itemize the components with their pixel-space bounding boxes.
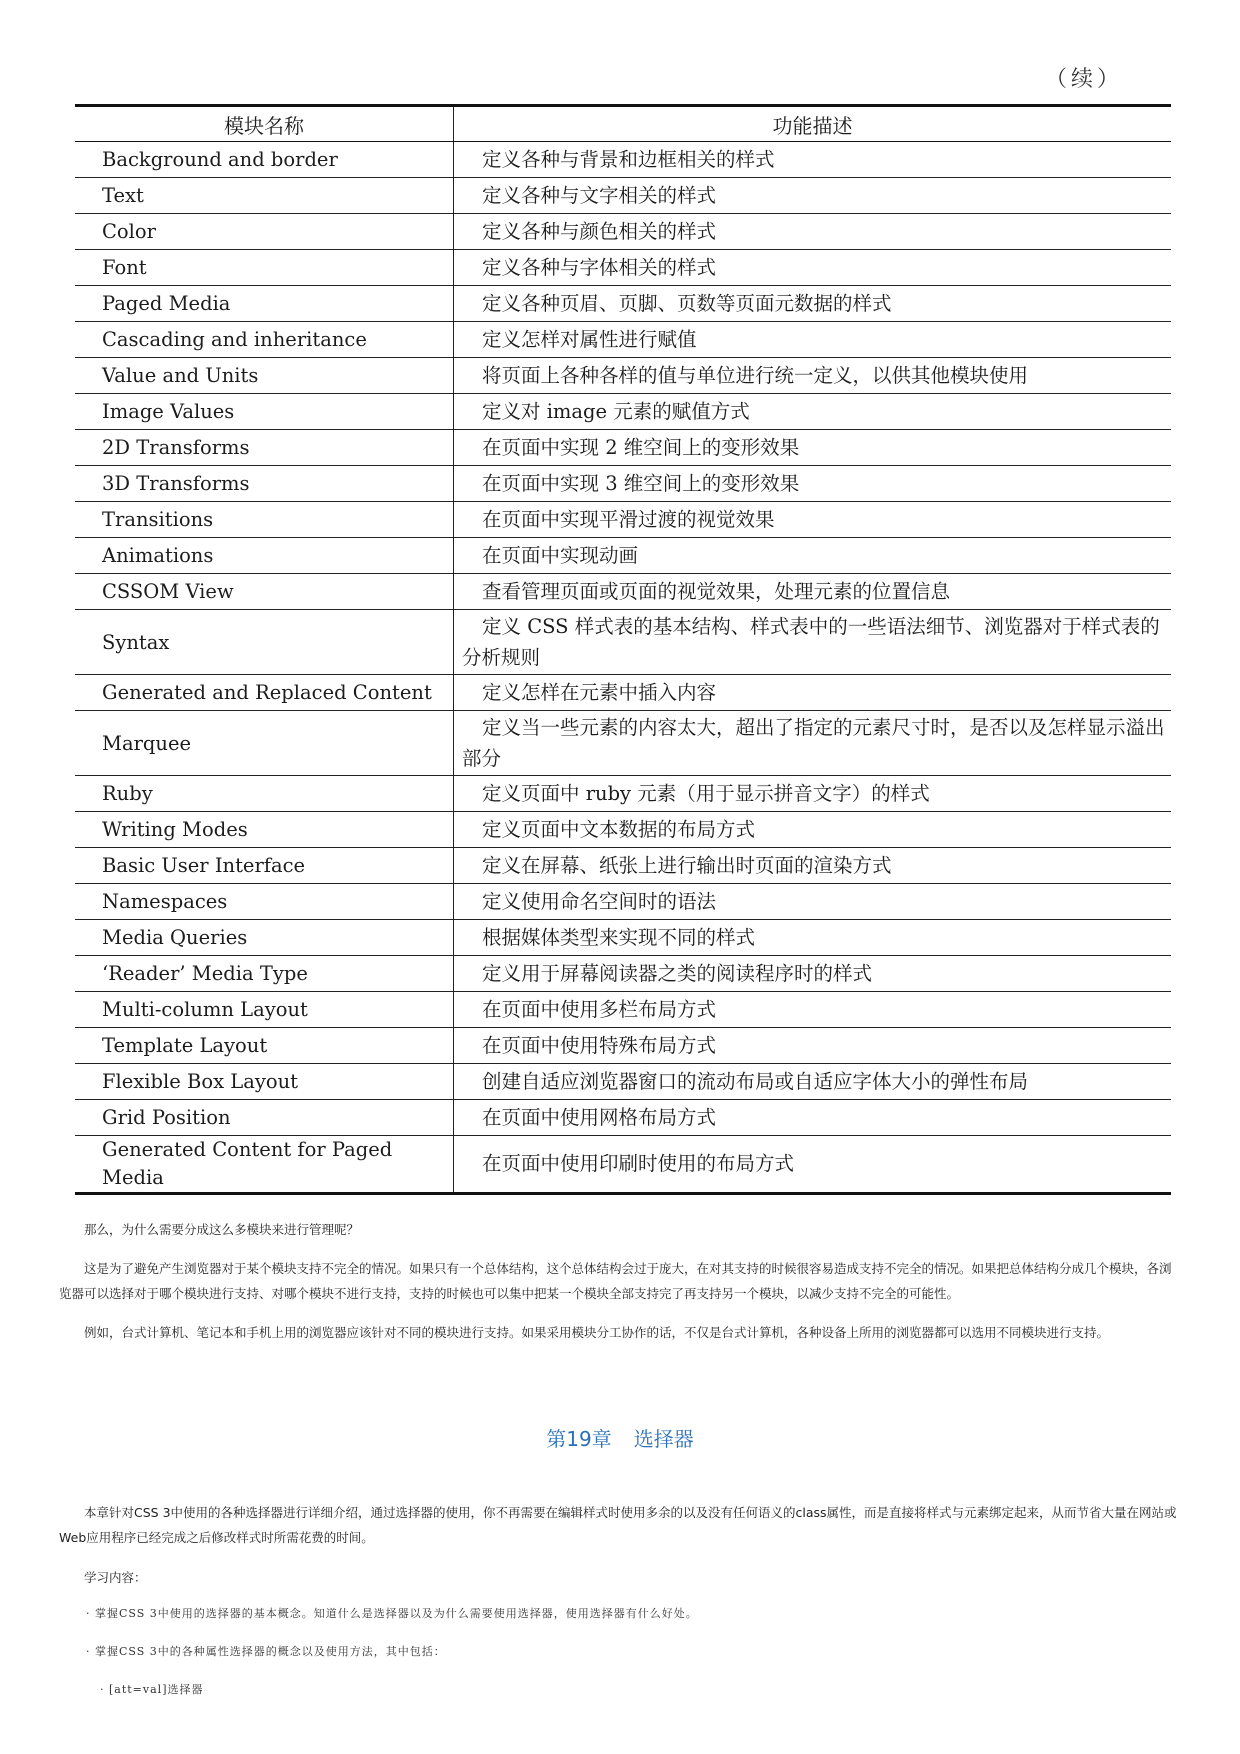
module-desc-cell: 在页面中实现 3 维空间上的变形效果 xyxy=(454,466,1172,502)
module-name-cell: Paged Media xyxy=(75,286,454,322)
chapter-number: 第19章 xyxy=(546,1427,612,1451)
table-row xyxy=(75,430,1171,466)
css3-modules-table xyxy=(75,104,1171,1195)
module-desc-cell: 定义用于屏幕阅读器之类的阅读程序时的样式 xyxy=(454,956,1172,992)
learning-label: 学习内容： xyxy=(84,1570,147,1585)
module-desc-cell: 定义当一些元素的内容太大，超出了指定的元素尺寸时，是否以及怎样显示溢出部分 xyxy=(454,711,1172,776)
module-name-cell: Value and Units xyxy=(75,358,454,394)
table-row xyxy=(75,250,1171,286)
table-row xyxy=(75,675,1171,711)
module-name-cell: Animations xyxy=(75,538,454,574)
chapter-intro: 本章针对CSS 3中使用的各种选择器进行详细介绍，通过选择器的使用，你不再需要在编辑样式时使用多余的以及没有任何语义的class属性，而是直接将样式与元素绑定起来，从而节省大量在网站或Web应用程序已经完成之后修改样式时所需花费的时间。 xyxy=(59,1505,1177,1545)
module-name-cell: Ruby xyxy=(75,776,454,812)
table-row xyxy=(75,610,1171,675)
module-desc-cell: 定义各种与文字相关的样式 xyxy=(454,178,1172,214)
chapter-heading xyxy=(0,1423,1240,1452)
module-name-cell: Writing Modes xyxy=(75,812,454,848)
table-row xyxy=(75,214,1171,250)
module-name-cell: Template Layout xyxy=(75,1028,454,1064)
bullet-item: · [att=val]选择器 xyxy=(100,1683,204,1696)
module-name-cell: Transitions xyxy=(75,502,454,538)
module-desc-cell: 查看管理页面或页面的视觉效果，处理元素的位置信息 xyxy=(454,574,1172,610)
module-name-cell: Media Queries xyxy=(75,920,454,956)
module-name-cell: Generated Content for Paged Media xyxy=(75,1136,454,1194)
module-desc-cell: 定义页面中文本数据的布局方式 xyxy=(454,812,1172,848)
module-name-cell: Background and border xyxy=(75,142,454,178)
module-desc-cell: 根据媒体类型来实现不同的样式 xyxy=(454,920,1172,956)
module-name-cell: 3D Transforms xyxy=(75,466,454,502)
question-paragraph: 那么，为什么需要分成这么多模块来进行管理呢？ xyxy=(84,1222,360,1237)
module-desc-cell: 创建自适应浏览器窗口的流动布局或自适应字体大小的弹性布局 xyxy=(454,1064,1172,1100)
module-desc-cell: 在页面中使用网格布局方式 xyxy=(454,1100,1172,1136)
module-name-cell: Font xyxy=(75,250,454,286)
module-desc-cell: 在页面中使用特殊布局方式 xyxy=(454,1028,1172,1064)
table-row xyxy=(75,1028,1171,1064)
continued-label: （续） xyxy=(1045,67,1124,92)
module-desc-cell: 定义各种与背景和边框相关的样式 xyxy=(454,142,1172,178)
table-row xyxy=(75,502,1171,538)
module-desc-cell: 定义 CSS 样式表的基本结构、样式表中的一些语法细节、浏览器对于样式表的分析规则 xyxy=(454,610,1172,675)
module-desc-cell: 定义各种与颜色相关的样式 xyxy=(454,214,1172,250)
module-desc-cell: 定义各种页眉、页脚、页数等页面元数据的样式 xyxy=(454,286,1172,322)
module-name-cell: Text xyxy=(75,178,454,214)
table-row xyxy=(75,466,1171,502)
header-module-name: 模块名称 xyxy=(75,106,454,142)
module-desc-cell: 定义对 image 元素的赋值方式 xyxy=(454,394,1172,430)
module-desc-cell: 在页面中实现动画 xyxy=(454,538,1172,574)
module-name-cell: Color xyxy=(75,214,454,250)
module-name-cell: Syntax xyxy=(75,610,454,675)
table-row xyxy=(75,538,1171,574)
table-row xyxy=(75,286,1171,322)
table-row xyxy=(75,884,1171,920)
table-row xyxy=(75,776,1171,812)
chapter-title: 选择器 xyxy=(633,1427,694,1451)
module-name-cell: Generated and Replaced Content xyxy=(75,675,454,711)
module-name-cell: 2D Transforms xyxy=(75,430,454,466)
module-desc-cell: 在页面中使用多栏布局方式 xyxy=(454,992,1172,1028)
table-row xyxy=(75,956,1171,992)
table-row xyxy=(75,358,1171,394)
table-row xyxy=(75,1136,1171,1194)
module-name-cell: Multi-column Layout xyxy=(75,992,454,1028)
table-row xyxy=(75,142,1171,178)
table-body xyxy=(75,142,1171,1194)
table-row xyxy=(75,992,1171,1028)
module-name-cell: ‘Reader’ Media Type xyxy=(75,956,454,992)
header-description: 功能描述 xyxy=(454,106,1172,142)
answer-paragraph: 这是为了避免产生浏览器对于某个模块支持不完全的情况。如果只有一个总体结构，这个总体结构会过于庞大，在对其支持的时候很容易造成支持不完全的情况。如果把总体结构分成几个模块，各浏览器可以选择对于哪个模块进行支持、对哪个模块不进行支持，支持的时候也可以集中把某一个模块全部支持完了再支持另一个模块，以减少支持不完全的可能性。 xyxy=(59,1261,1172,1301)
module-name-cell: Cascading and inheritance xyxy=(75,322,454,358)
table-row xyxy=(75,394,1171,430)
module-name-cell: Grid Position xyxy=(75,1100,454,1136)
table-row xyxy=(75,178,1171,214)
module-name-cell: Image Values xyxy=(75,394,454,430)
table-header-row xyxy=(75,106,1171,142)
table-row xyxy=(75,1100,1171,1136)
module-desc-cell: 定义怎样在元素中插入内容 xyxy=(454,675,1172,711)
module-name-cell: Flexible Box Layout xyxy=(75,1064,454,1100)
module-desc-cell: 将页面上各种各样的值与单位进行统一定义，以供其他模块使用 xyxy=(454,358,1172,394)
table-row xyxy=(75,574,1171,610)
module-name-cell: Marquee xyxy=(75,711,454,776)
example-paragraph: 例如，台式计算机、笔记本和手机上用的浏览器应该针对不同的模块进行支持。如果采用模块分工协作的话，不仅是台式计算机，各种设备上所用的浏览器都可以选用不同模块进行支持。 xyxy=(84,1325,1110,1340)
module-desc-cell: 定义使用命名空间时的语法 xyxy=(454,884,1172,920)
module-desc-cell: 定义各种与字体相关的样式 xyxy=(454,250,1172,286)
bullet-item: · 掌握CSS 3中使用的选择器的基本概念。知道什么是选择器以及为什么需要使用选择器，使用选择器有什么好处。 xyxy=(86,1607,698,1620)
module-desc-cell: 定义页面中 ruby 元素（用于显示拼音文字）的样式 xyxy=(454,776,1172,812)
module-desc-cell: 在页面中实现 2 维空间上的变形效果 xyxy=(454,430,1172,466)
table-row xyxy=(75,711,1171,776)
bullet-item: · 掌握CSS 3中的各种属性选择器的概念以及使用方法，其中包括： xyxy=(86,1645,446,1658)
table-row xyxy=(75,920,1171,956)
module-name-cell: Namespaces xyxy=(75,884,454,920)
module-desc-cell: 定义怎样对属性进行赋值 xyxy=(454,322,1172,358)
module-name-cell: Basic User Interface xyxy=(75,848,454,884)
table-row xyxy=(75,812,1171,848)
module-desc-cell: 在页面中实现平滑过渡的视觉效果 xyxy=(454,502,1172,538)
table-row xyxy=(75,1064,1171,1100)
module-desc-cell: 在页面中使用印刷时使用的布局方式 xyxy=(454,1136,1172,1194)
module-desc-cell: 定义在屏幕、纸张上进行输出时页面的渲染方式 xyxy=(454,848,1172,884)
table-row xyxy=(75,322,1171,358)
table-row xyxy=(75,848,1171,884)
module-name-cell: CSSOM View xyxy=(75,574,454,610)
